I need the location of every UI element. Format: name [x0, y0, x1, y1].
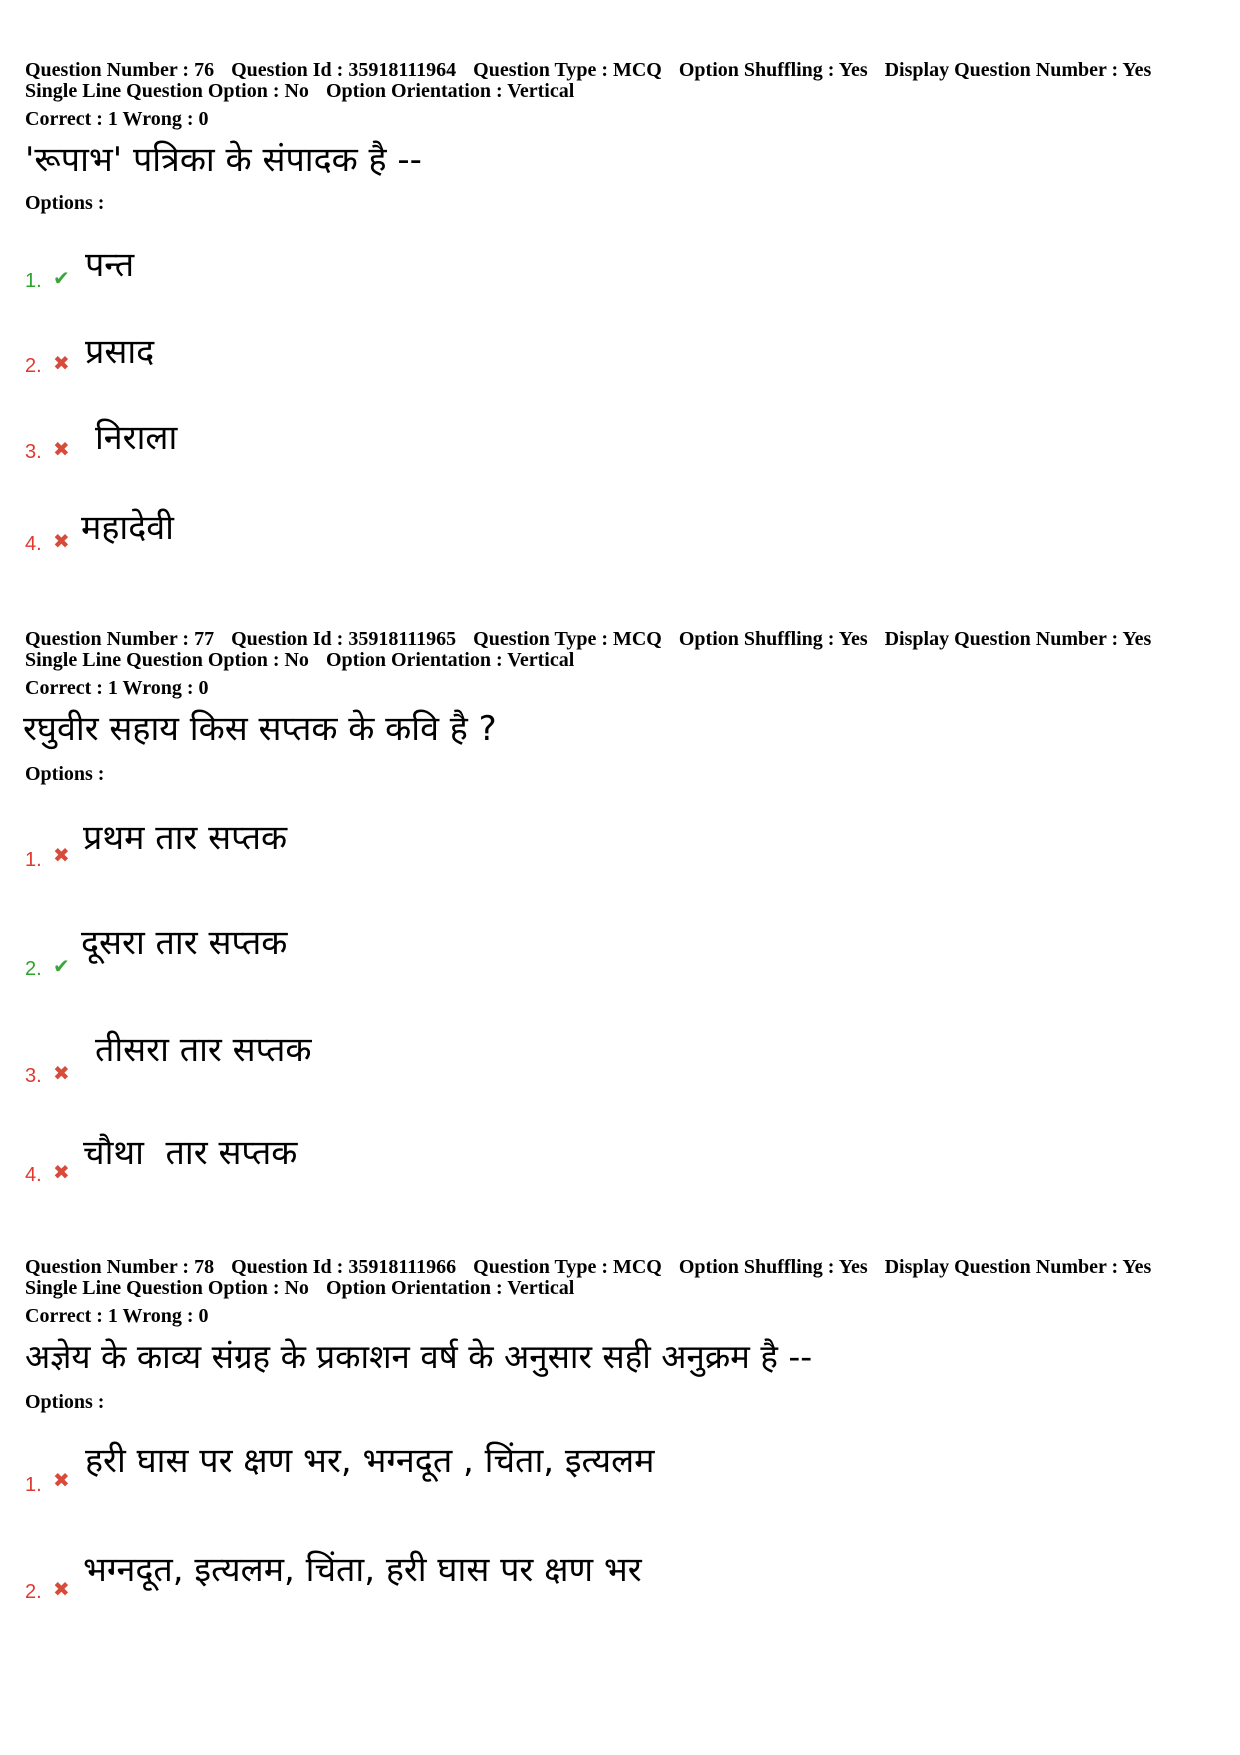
- display-question-number: Display Question Number : Yes: [884, 59, 1152, 81]
- question-type: Question Type : MCQ: [473, 628, 662, 650]
- option-shuffling: Option Shuffling : Yes: [678, 628, 868, 650]
- option-number: 4.: [25, 1164, 42, 1186]
- option-text: दूसरा तार सप्तक: [81, 923, 288, 963]
- single-line-option: Single Line Question Option : No: [25, 1277, 309, 1299]
- cross-icon: ✖: [53, 437, 70, 461]
- display-question-number: Display Question Number : Yes: [884, 628, 1152, 650]
- option-text: हरी घास पर क्षण भर, भग्नदूत , चिंता, इत्यलम: [85, 1441, 655, 1481]
- cross-icon: ✖: [53, 529, 70, 553]
- cross-icon: ✖: [53, 1577, 70, 1601]
- score-line: Correct : 1 Wrong : 0: [25, 677, 209, 699]
- question-text: अज्ञेय के काव्य संग्रह के प्रकाशन वर्ष के अनुसार सही अनुक्रम है --: [25, 1337, 813, 1376]
- question-text: रघुवीर सहाय किस सप्तक के कवि है ?: [23, 709, 497, 749]
- option-text: भग्नदूत, इत्यलम, चिंता, हरी घास पर क्षण भर: [83, 1550, 642, 1590]
- question-id: Question Id : 35918111966: [231, 1256, 457, 1278]
- option-number: 4.: [25, 533, 42, 555]
- option-text: प्रथम तार सप्तक: [83, 818, 288, 858]
- question-text: 'रूपाभ' पत्रिका के संपादक है --: [25, 140, 422, 180]
- option-number: 2.: [25, 355, 42, 377]
- question-meta-line1: [25, 629, 1225, 650]
- option-text: तीसरा तार सप्तक: [95, 1030, 312, 1070]
- option-text: प्रसाद: [85, 332, 155, 372]
- option-text: चौथा तार सप्तक: [83, 1133, 298, 1173]
- question-meta-line1: [25, 1257, 1225, 1278]
- check-icon: ✔: [53, 266, 70, 290]
- option-orientation: Option Orientation : Vertical: [325, 80, 575, 102]
- question-meta-line2: [25, 650, 1225, 671]
- cross-icon: ✖: [53, 843, 70, 867]
- option-shuffling: Option Shuffling : Yes: [678, 1256, 868, 1278]
- question-type: Question Type : MCQ: [473, 1256, 662, 1278]
- option-number: 3.: [25, 1065, 42, 1087]
- option-number: 1.: [25, 849, 42, 871]
- question-number: Question Number : 77: [25, 628, 215, 650]
- option-orientation: Option Orientation : Vertical: [325, 1277, 575, 1299]
- question-block-76: [25, 60, 1225, 216]
- single-line-option: Single Line Question Option : No: [25, 80, 309, 102]
- display-question-number: Display Question Number : Yes: [884, 1256, 1152, 1278]
- option-text: पन्त: [85, 245, 135, 285]
- options-label: Options :: [25, 763, 105, 785]
- cross-icon: ✖: [53, 1160, 70, 1184]
- question-block-77: [25, 629, 1225, 787]
- question-id: Question Id : 35918111964: [231, 59, 457, 81]
- option-text: निराला: [95, 418, 178, 458]
- question-number: Question Number : 76: [25, 59, 215, 81]
- single-line-option: Single Line Question Option : No: [25, 649, 309, 671]
- check-icon: ✔: [53, 954, 70, 978]
- question-block-78: [25, 1257, 1225, 1415]
- cross-icon: ✖: [53, 351, 70, 375]
- option-number: 1.: [25, 270, 42, 292]
- question-meta-line1: [25, 60, 1225, 81]
- option-shuffling: Option Shuffling : Yes: [678, 59, 868, 81]
- score-line: Correct : 1 Wrong : 0: [25, 108, 209, 130]
- option-number: 2.: [25, 958, 42, 980]
- cross-icon: ✖: [53, 1468, 70, 1492]
- option-number: 2.: [25, 1581, 42, 1603]
- option-text: महादेवी: [81, 508, 174, 548]
- option-number: 1.: [25, 1474, 42, 1496]
- question-id: Question Id : 35918111965: [231, 628, 457, 650]
- options-label: Options :: [25, 192, 105, 214]
- options-label: Options :: [25, 1391, 105, 1413]
- score-line: Correct : 1 Wrong : 0: [25, 1305, 209, 1327]
- question-meta-line2: [25, 81, 1225, 102]
- question-type: Question Type : MCQ: [473, 59, 662, 81]
- cross-icon: ✖: [53, 1061, 70, 1085]
- question-meta-line2: [25, 1278, 1225, 1299]
- option-orientation: Option Orientation : Vertical: [325, 649, 575, 671]
- question-number: Question Number : 78: [25, 1256, 215, 1278]
- option-number: 3.: [25, 441, 42, 463]
